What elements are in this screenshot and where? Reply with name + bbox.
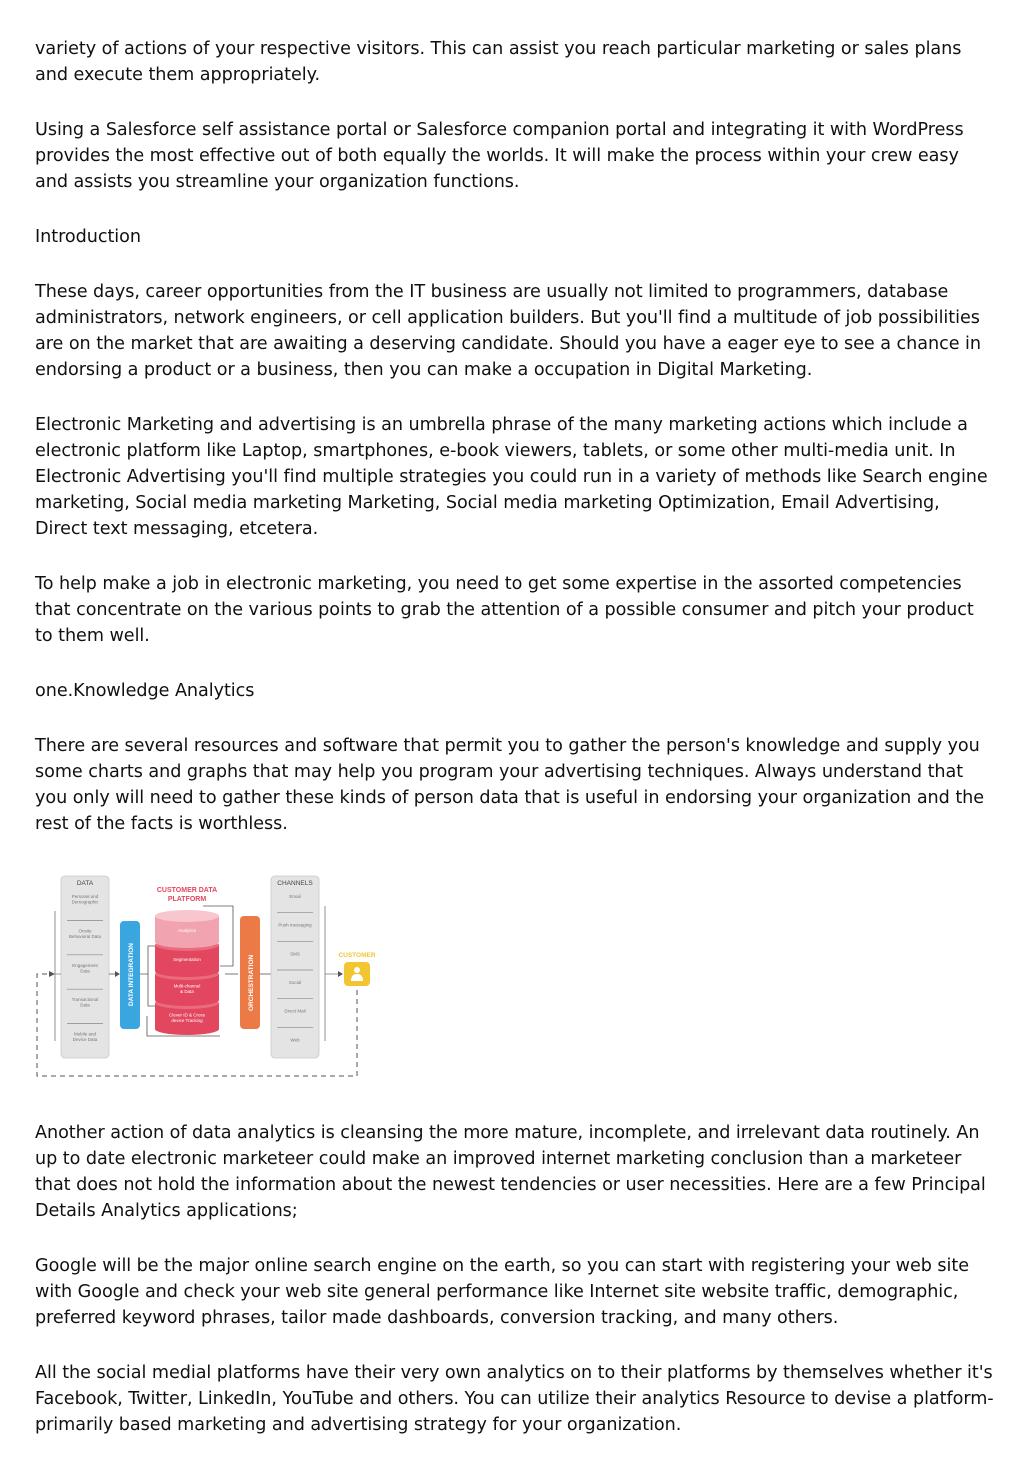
paragraph: Google will be the major online search engine on the earth, so you can start with registering your web site with Google and check your web site general performance like Internet site website traffic, demographic, preferred keyword phrases, tailor made dashboards, conversion tracking, and many others. [35,1256,970,1328]
data-panel-title: DATA [76,880,94,887]
paragraph: There are several resources and software that permit you to gather the person's knowledge and supply you some charts and graphs that may help you program your advertising techniques. Always understand that you only will need to gather these kinds of person data that is useful in endorsing your organization and the rest of the facts is worthless. [35,736,985,834]
cdp-layer-top [155,910,219,922]
customer-label: CUSTOMER [338,952,376,959]
cdp-layer-label: Segmentation [173,957,201,962]
data-item-label: Engagement Data [72,962,98,974]
paragraph: Using a Salesforce self assistance portal or Salesforce companion portal and integrating it with WordPress provides the most effective out of both equally the worlds. It will make the process within your crew easy and assists you streamline your organization functions. [35,120,964,192]
data-integration-label: DATA INTEGRATION [128,943,135,1006]
cdp-title: CUSTOMER DATA [156,887,218,894]
data-bracket [55,911,61,1041]
article-body [35,36,995,1467]
orchestration-label: ORCHESTRATION [248,954,255,1011]
paragraph: Another action of data analytics is cleansing the more mature, incomplete, and irrelevant data routinely. An up to date electronic marketeer could make an improved internet marketing conclusion than a marketeer that does not hold the information about the newest tendencies or user necessities. Here are a few Principal Details Analytics applications; [35,1123,986,1221]
section-heading-introduction: Introduction [35,227,141,247]
cdp-layer-bottom [155,1023,219,1035]
channel-item-label: SMS [290,951,300,957]
channels-panel-title: CHANNELS [277,880,313,887]
arrow-head [338,971,343,977]
paragraph: All the social medial platforms have their very own analytics on to their platforms by themselves whether it's Facebook, Twitter, LinkedIn, YouTube and others. You can utilize their analytics Resource to devise a platform-primarily based marketing and advertising strategy for your organization. [35,1363,994,1435]
arrow-head [49,971,55,977]
channels-bracket [325,906,340,1041]
channel-item-label: Email [289,894,301,899]
channel-item-label: Social [288,980,302,985]
cdp-layer-label: Analytics [177,928,197,933]
section-heading-knowledge-analytics: one.Knowledge Analytics [35,681,255,701]
paragraph: To help make a job in electronic marketing, you need to get some expertise in the assorted competencies that concentrate on the various points to grab the attention of a possible consumer and pitch your product to them well. [35,574,974,646]
channel-item-label: Web [290,1037,300,1043]
data-item-label: Mobile and Device Data [72,1031,98,1043]
cdp-layer-label: Multi-channel & Data [173,983,201,994]
data-item-label: Personal and Demographic [71,894,99,905]
channel-item-label: Direct Mail [284,1008,306,1014]
cdp-layer-label: Clever ID & Cross device Tracking [168,1012,206,1023]
data-item-label: Onsite Behavioral Data [68,928,102,939]
cdp-layer-bottom [155,994,219,1006]
cdp-layer-bottom [155,936,219,948]
cdp-diagram-svg [35,866,376,1080]
cdp-title: PLATFORM [167,896,207,903]
paragraph: These days, career opportunities from the IT business are usually not limited to programmers, database administrators, network engineers, or cell application builders. But you'll find a multitude of job possibilities are on the market that are awaiting a deserving candidate. Should you have a eager eye to see a chance in endorsing a product or a business, then you can make a occupation in Digital Marketing. [35,282,981,380]
customer-data-platform-diagram [35,866,376,1080]
channel-item-label: Push messaging [278,922,312,928]
cdp-cylinder [155,910,219,1035]
paragraph: variety of actions of your respective visitors. This can assist you reach particular marketing or sales plans and execute them appropriately. [35,39,962,85]
channels-panel [271,876,319,1058]
data-item-label: Transactional Data [71,997,99,1008]
arrow-head [115,971,120,977]
cdp-layer-bottom [155,965,219,977]
paragraph: Electronic Marketing and advertising is an umbrella phrase of the many marketing actions which include a electronic platform like Laptop, smartphones, e-book viewers, tablets, or some other multi-media unit. In Electronic Advertising you'll find multiple strategies you could run in a variety of methods like Search engine marketing, Social media marketing Marketing, Social media marketing Optimization, Email Advertising, Direct text messaging, etcetera. [35,415,988,539]
